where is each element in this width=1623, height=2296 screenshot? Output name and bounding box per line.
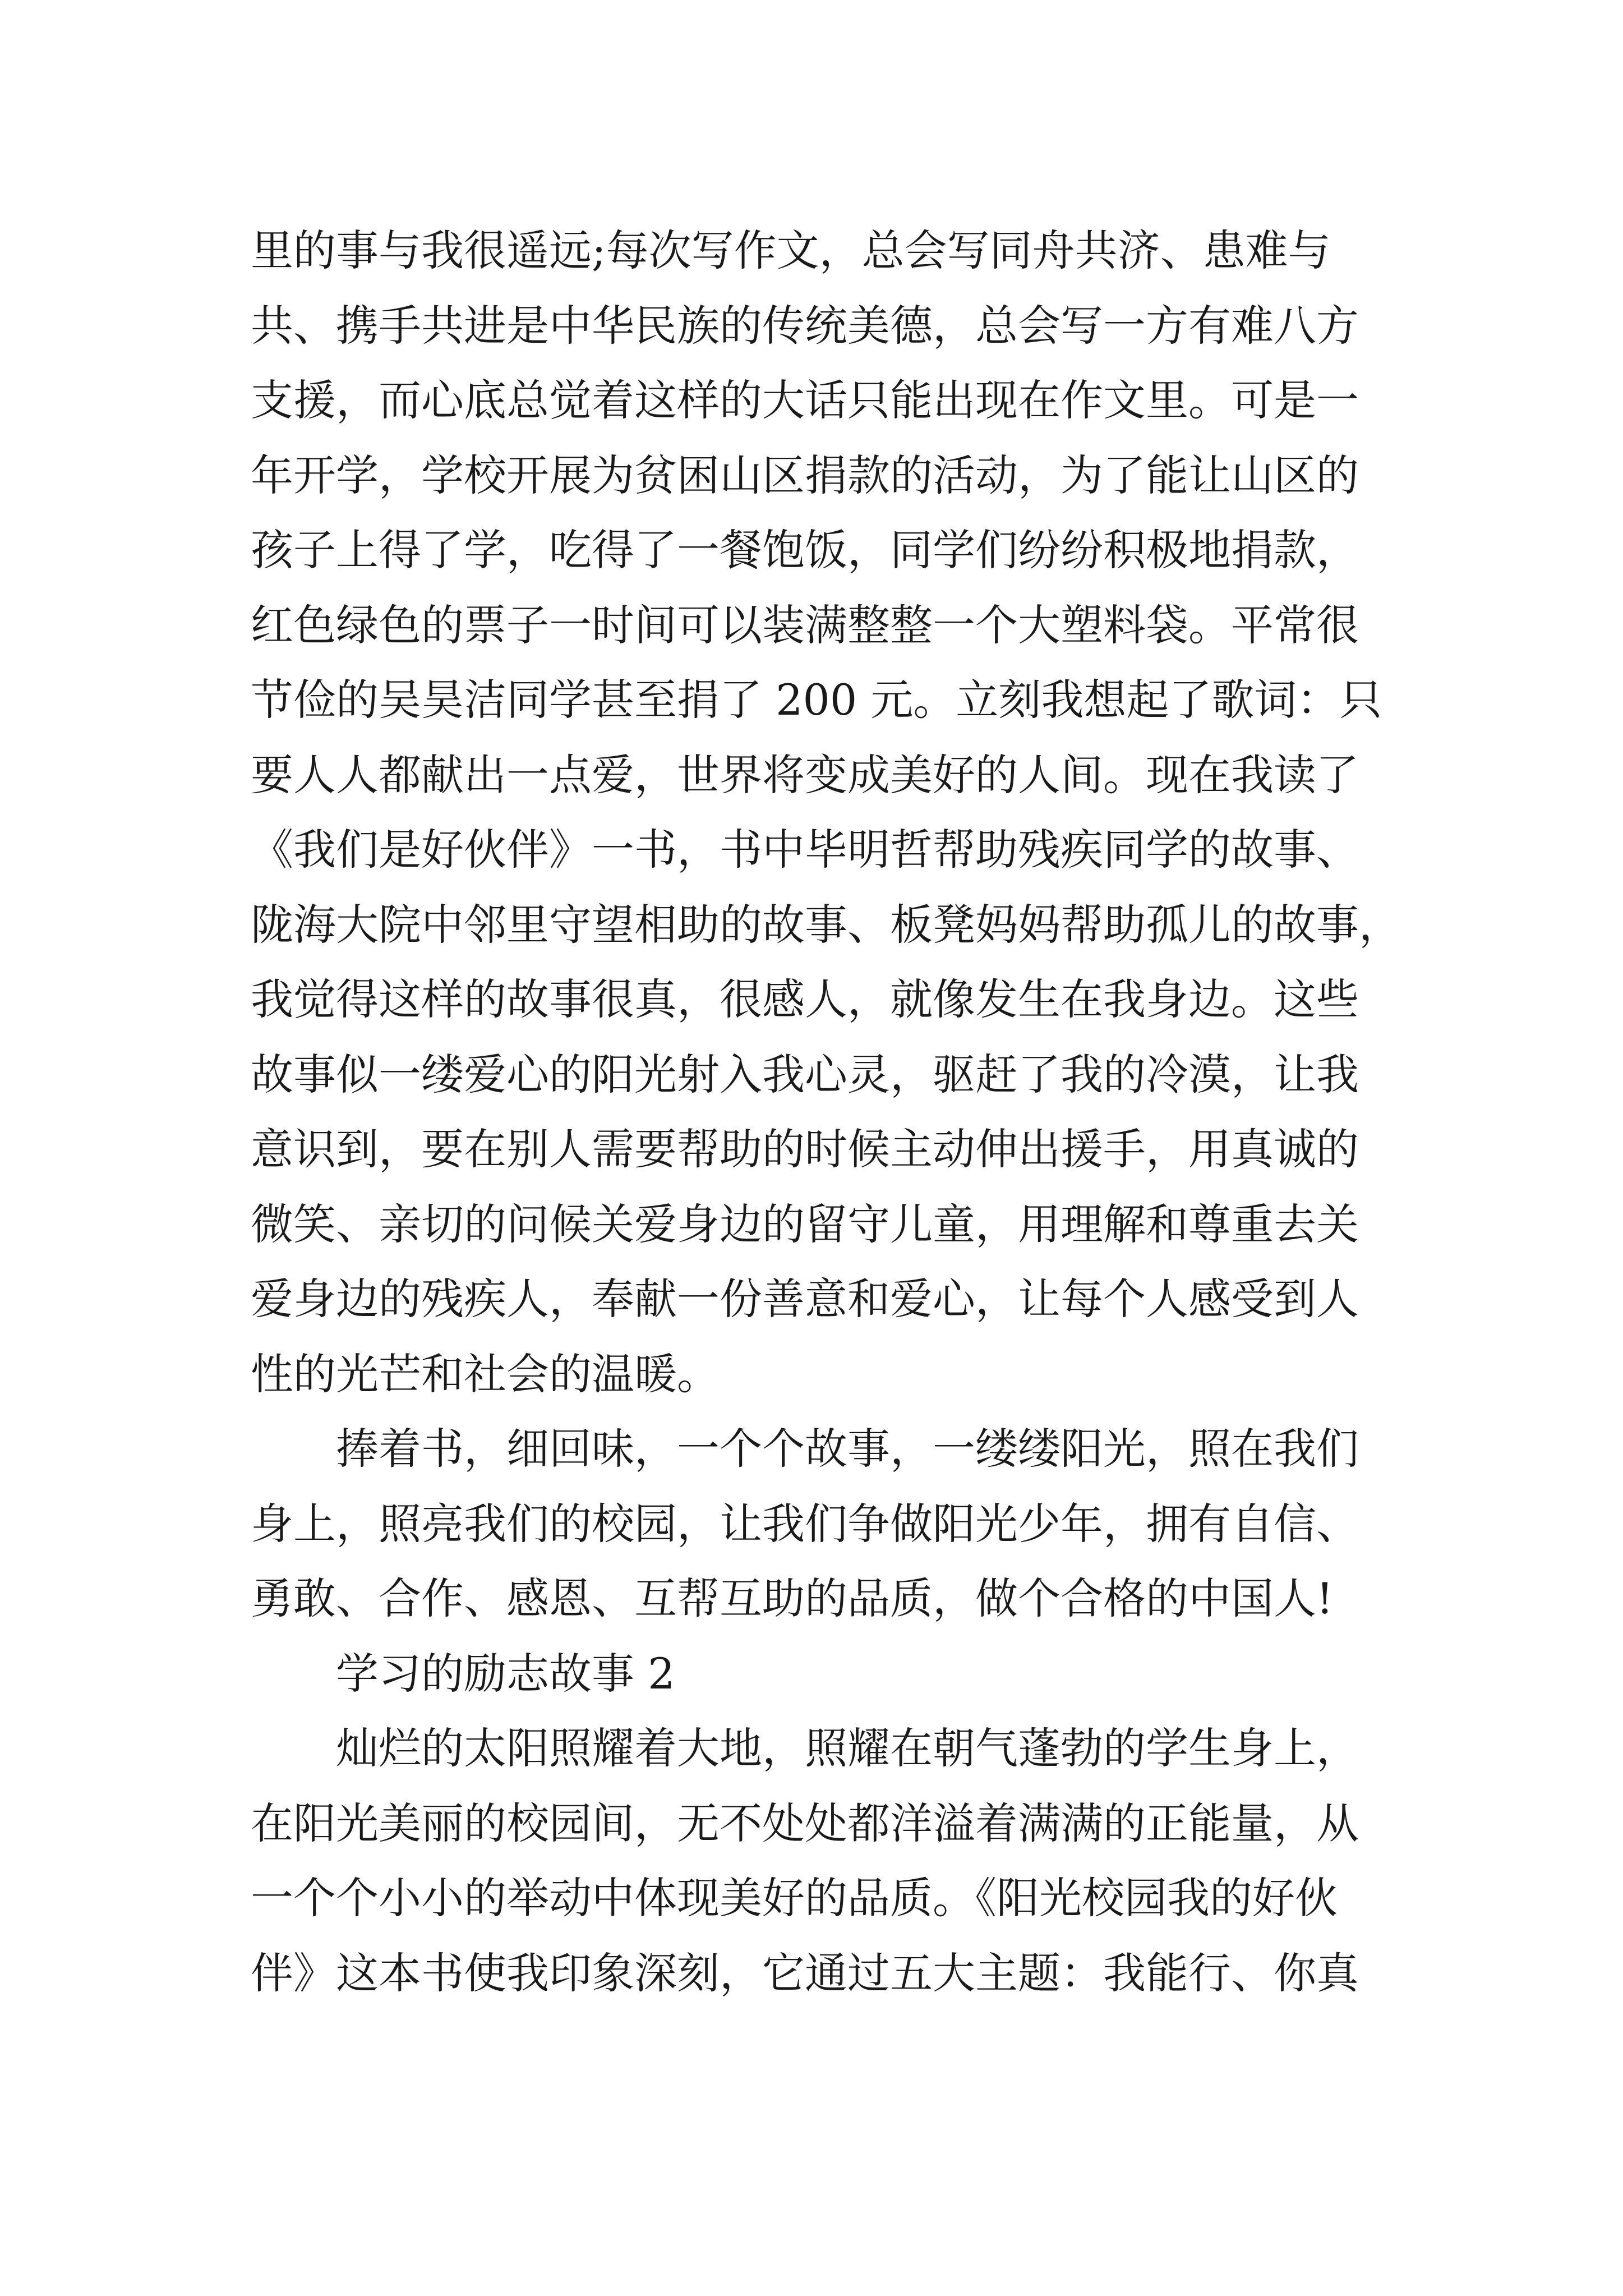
text-line: 捧着书，细回味，一个个故事，一缕缕阳光，照在我们	[336, 1424, 1359, 1474]
text-line: 爱身边的残疾人，奉献一份善意和爱心，让每个人感受到人	[251, 1274, 1359, 1324]
text-line: 微笑、亲切的问候关爱身边的留守儿童，用理解和尊重去关	[251, 1199, 1359, 1249]
text-line: 我觉得这样的故事很真，很感人，就像发生在我身边。这些	[251, 974, 1359, 1024]
text-line: 支援，而心底总觉着这样的大话只能出现在作文里。可是一	[251, 375, 1359, 425]
text-line: 性的光芒和社会的温暖。	[251, 1349, 720, 1399]
text-line: 勇敢、合作、感恩、互帮互助的品质，做个合格的中国人!	[251, 1573, 1334, 1623]
document-body	[251, 213, 1401, 2010]
text-line: 在阳光美丽的校园间，无不处处都洋溢着满满的正能量，从	[251, 1798, 1359, 1848]
text-line: 灿烂的太阳照耀着大地，照耀在朝气蓬勃的学生身上，	[336, 1723, 1359, 1773]
text-line: 孩子上得了学，吃得了一餐饱饭，同学们纷纷积极地捐款，	[251, 525, 1359, 575]
text-line: 《我们是好伙伴》一书，书中毕明哲帮助残疾同学的故事、	[251, 825, 1359, 875]
text-line: 陇海大院中邻里守望相助的故事、板凳妈妈帮助孤儿的故事，	[251, 899, 1401, 950]
text-line: 要人人都献出一点爱，世界将变成美好的人间。现在我读了	[251, 749, 1359, 800]
text-line: 学习的励志故事 2	[336, 1648, 675, 1699]
text-line: 故事似一缕爱心的阳光射入我心灵，驱赶了我的冷漠，让我	[251, 1049, 1359, 1099]
paragraph	[251, 1711, 1384, 2010]
text-line: 一个个小小的举动中体现美好的品质。《阳光校园我的好伙	[251, 1873, 1338, 1923]
paragraph	[251, 1411, 1384, 1636]
section-heading	[251, 1636, 1384, 1711]
text-line: 伴》这本书使我印象深刻，它通过五大主题：我能行、你真	[251, 1948, 1359, 1998]
paragraph	[251, 213, 1401, 1411]
text-line: 身上，照亮我们的校园，让我们争做阳光少年，拥有自信、	[251, 1498, 1359, 1549]
text-line: 节俭的吴昊洁同学甚至捐了 200 元。立刻我想起了歌词：只	[251, 675, 1382, 725]
text-line: 红色绿色的票子一时间可以装满整整一个大塑料袋。平常很	[251, 600, 1359, 650]
text-line: 共、携手共进是中华民族的传统美德，总会写一方有难八方	[251, 300, 1359, 351]
text-line: 意识到，要在别人需要帮助的时候主动伸出援手，用真诚的	[251, 1124, 1359, 1174]
text-line: 年开学，学校开展为贫困山区捐款的活动，为了能让山区的	[251, 450, 1359, 500]
text-line: 里的事与我很遥远;每次写作文，总会写同舟共济、患难与	[251, 226, 1331, 275]
